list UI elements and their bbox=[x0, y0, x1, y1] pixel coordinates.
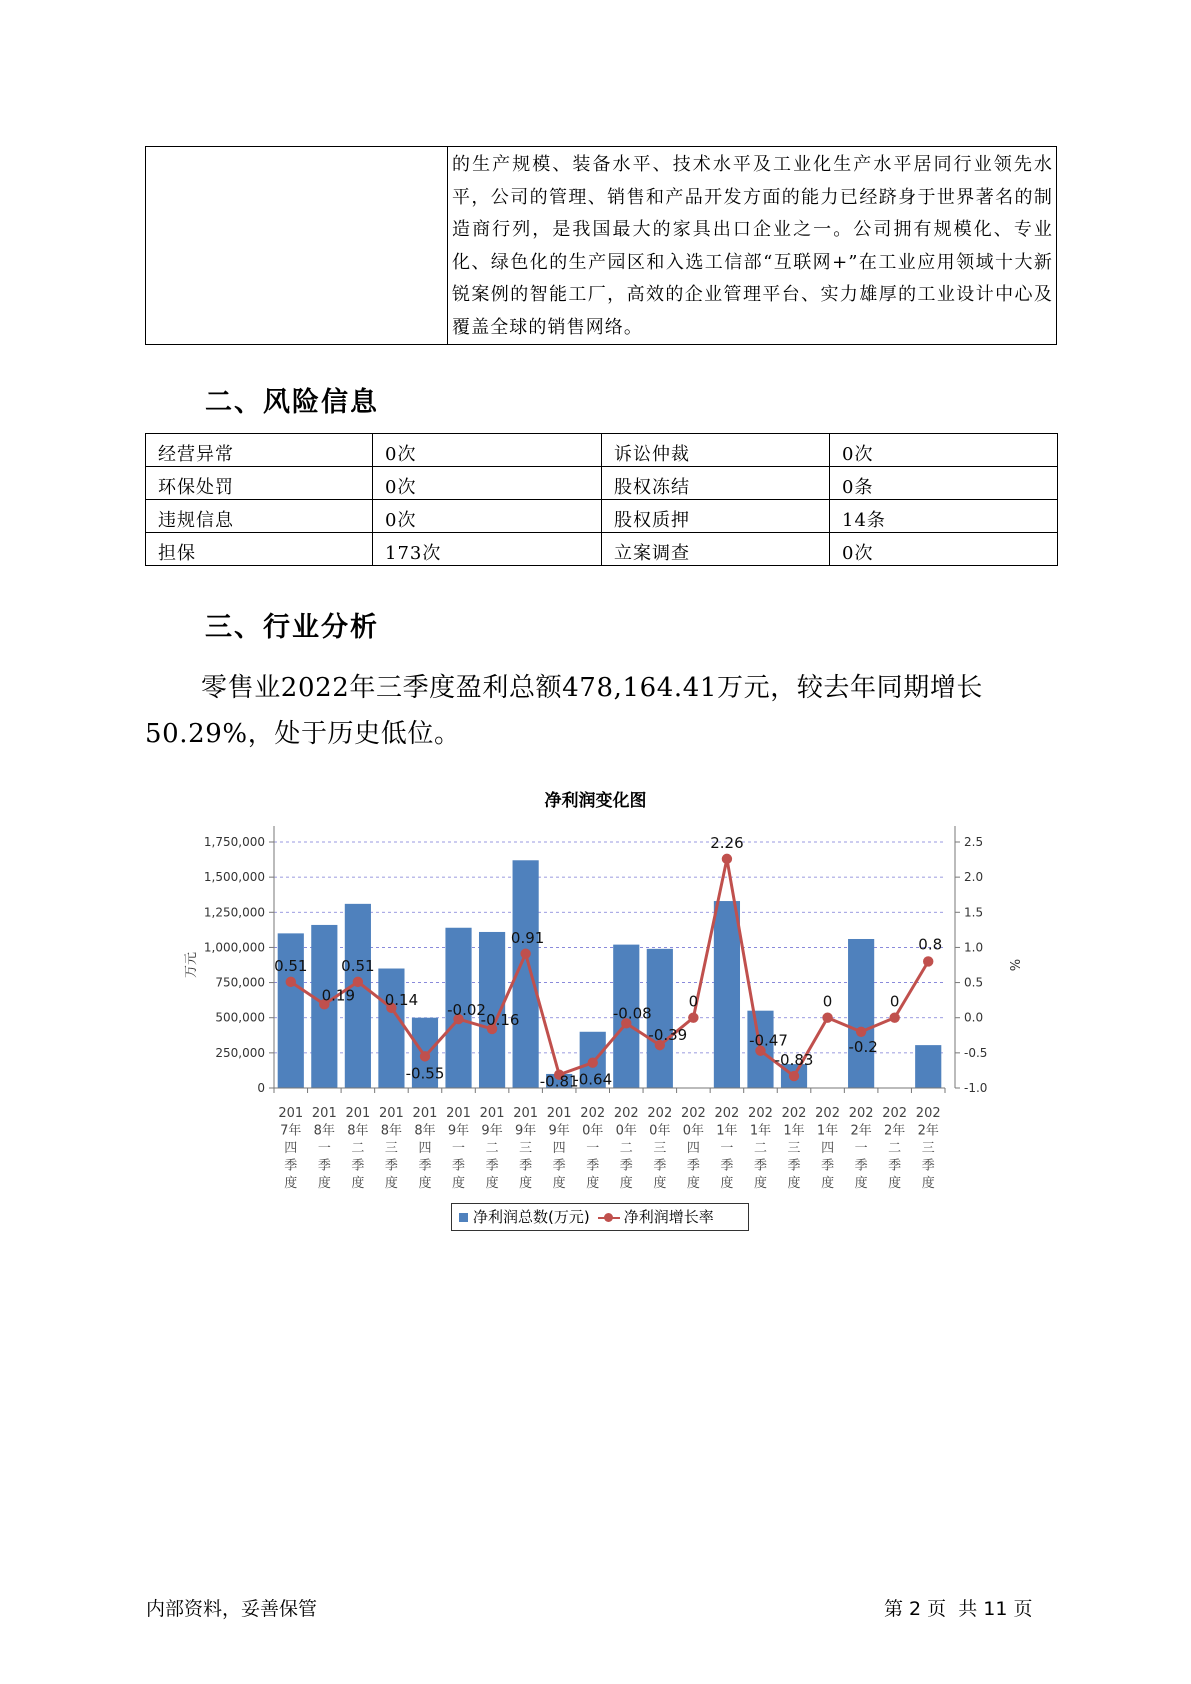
x-category-label: 201 bbox=[479, 1106, 505, 1121]
x-category-label: 202 bbox=[580, 1106, 606, 1121]
x-category-label: 2年 bbox=[850, 1123, 872, 1139]
x-category-label: 202 bbox=[714, 1106, 740, 1121]
x-category-label: 季 bbox=[888, 1158, 902, 1174]
x-category-label: 2年 bbox=[917, 1123, 939, 1139]
x-category-label: 三 bbox=[653, 1141, 667, 1156]
chart-legend bbox=[451, 1203, 749, 1231]
x-category-label: 202 bbox=[848, 1106, 874, 1121]
x-category-label: 季 bbox=[351, 1158, 365, 1174]
x-category-label: 度 bbox=[686, 1176, 700, 1191]
x-category-label: 度 bbox=[619, 1176, 633, 1191]
section-title-industry: 三、行业分析 bbox=[205, 612, 379, 643]
growth-rate-point bbox=[520, 949, 530, 959]
x-category-label: 201 bbox=[379, 1106, 404, 1121]
x-category-label: 7年 bbox=[280, 1123, 302, 1139]
growth-rate-point bbox=[923, 956, 933, 966]
risk-value: 14条 bbox=[830, 500, 1058, 533]
left-tick-label: 750,000 bbox=[215, 975, 265, 990]
x-category-label: 度 bbox=[854, 1176, 868, 1191]
x-category-label: 201 bbox=[345, 1106, 371, 1121]
x-category-label: 二 bbox=[753, 1141, 767, 1156]
x-category-label: 度 bbox=[418, 1176, 432, 1191]
left-axis-title: 万元 bbox=[184, 951, 199, 979]
x-category-label: 8年 bbox=[414, 1123, 436, 1139]
x-category-label: 0年 bbox=[682, 1123, 705, 1139]
right-tick-label: 0.0 bbox=[964, 1010, 984, 1025]
page-number: 第 2 页 共 11 页 bbox=[884, 1598, 1033, 1620]
x-category-label: 202 bbox=[915, 1106, 941, 1121]
risk-label: 环保处罚 bbox=[146, 467, 373, 500]
x-category-label: 季 bbox=[485, 1158, 499, 1174]
data-label: 0.51 bbox=[274, 956, 308, 975]
data-label: 0 bbox=[889, 992, 900, 1011]
x-category-label: 季 bbox=[384, 1158, 398, 1174]
legend-bar-swatch bbox=[459, 1213, 468, 1222]
growth-rate-point bbox=[722, 854, 732, 864]
right-tick-label: -0.5 bbox=[964, 1045, 988, 1060]
data-label: 0.19 bbox=[321, 986, 356, 1005]
risk-value: 0次 bbox=[373, 467, 602, 500]
risk-value: 173次 bbox=[373, 533, 602, 566]
x-category-label: 二 bbox=[485, 1141, 499, 1156]
x-category-label: 度 bbox=[452, 1176, 466, 1191]
growth-rate-point bbox=[789, 1071, 799, 1081]
x-category-label: 季 bbox=[686, 1158, 700, 1174]
risk-value: 0次 bbox=[830, 533, 1058, 566]
left-tick-label: 1,750,000 bbox=[203, 835, 265, 849]
x-category-label: 201 bbox=[311, 1106, 337, 1121]
chart-title: 净利润变化图 bbox=[544, 791, 647, 811]
left-tick-label: 0 bbox=[257, 1081, 265, 1095]
left-tick-label: 1,250,000 bbox=[203, 905, 265, 920]
x-category-label: 度 bbox=[384, 1176, 398, 1191]
right-tick-label: 1.0 bbox=[964, 940, 984, 955]
x-category-label: 0年 bbox=[649, 1123, 671, 1139]
x-category-label: 度 bbox=[821, 1176, 835, 1191]
x-category-label: 一 bbox=[720, 1141, 734, 1156]
x-category-label: 三 bbox=[519, 1141, 533, 1156]
legend-line-swatch bbox=[598, 1213, 620, 1222]
right-tick-label: 2.5 bbox=[964, 835, 984, 849]
x-category-label: 202 bbox=[815, 1106, 840, 1121]
section-title-risk: 二、风险信息 bbox=[205, 387, 379, 418]
x-category-label: 度 bbox=[485, 1176, 499, 1191]
x-category-label: 9年 bbox=[447, 1123, 470, 1139]
x-category-label: 季 bbox=[854, 1158, 868, 1174]
data-label: -0.02 bbox=[447, 1001, 486, 1020]
intro-text: 的生产规模、装备水平、技术水平及工业化生产水平居同行业领先水平，公司的管理、销售和产品开发方面的能力已经跻身于世界著名的制造商行列，是我国最大的家具出口企业之一。公司拥有规模化、专业化、绿色化的生产园区和入选工信部“互联网+”在工业应用领域十大新锐案例的智能工厂，高效的企业管理平台、实力雄厚的工业设计中心及覆盖全球的销售网络。 bbox=[452, 154, 1053, 338]
x-category-label: 度 bbox=[921, 1176, 935, 1191]
growth-rate-point bbox=[588, 1057, 598, 1067]
x-category-label: 度 bbox=[552, 1176, 566, 1191]
x-category-label: 季 bbox=[619, 1158, 633, 1174]
growth-rate-point bbox=[688, 1013, 698, 1023]
x-category-label: 季 bbox=[921, 1158, 935, 1174]
x-category-label: 一 bbox=[854, 1141, 868, 1156]
risk-value: 0次 bbox=[373, 434, 602, 467]
industry-paragraph-text: 零售业2022年三季度盈利总额478,164.41万元，较去年同期增长50.29%，处于历史低位。 bbox=[145, 673, 984, 749]
legend-bar-label: 净利润总数(万元) bbox=[473, 1208, 590, 1226]
x-category-label: 201 bbox=[446, 1106, 471, 1121]
x-category-label: 202 bbox=[680, 1106, 706, 1121]
x-category-label: 四 bbox=[821, 1141, 835, 1156]
x-category-label: 度 bbox=[351, 1176, 365, 1191]
growth-rate-point bbox=[420, 1051, 430, 1061]
x-category-label: 四 bbox=[418, 1141, 432, 1156]
x-category-label: 四 bbox=[284, 1141, 298, 1156]
risk-label: 股权质押 bbox=[602, 500, 830, 533]
x-category-label: 三 bbox=[384, 1141, 398, 1156]
x-category-label: 度 bbox=[787, 1176, 801, 1191]
x-category-label: 三 bbox=[787, 1141, 801, 1156]
x-category-label: 二 bbox=[619, 1141, 633, 1156]
risk-value: 0条 bbox=[830, 467, 1058, 500]
right-axis-title: % bbox=[1006, 958, 1021, 972]
bar bbox=[915, 1045, 941, 1088]
data-label: 0.8 bbox=[918, 935, 943, 954]
right-tick-label: 2.0 bbox=[964, 870, 984, 885]
x-category-label: 季 bbox=[552, 1158, 566, 1174]
x-category-label: 1年 bbox=[716, 1123, 738, 1139]
growth-rate-point bbox=[856, 1027, 866, 1037]
x-category-label: 季 bbox=[284, 1158, 298, 1174]
x-category-label: 0年 bbox=[582, 1123, 604, 1139]
x-category-label: 度 bbox=[284, 1176, 298, 1191]
x-category-label: 9年 bbox=[514, 1123, 537, 1139]
risk-value: 0次 bbox=[373, 500, 602, 533]
right-tick-label: -1.0 bbox=[964, 1081, 988, 1095]
x-category-label: 季 bbox=[317, 1158, 331, 1174]
x-category-label: 8年 bbox=[313, 1123, 335, 1139]
data-label: -0.83 bbox=[774, 1051, 814, 1070]
x-category-label: 度 bbox=[753, 1176, 767, 1191]
x-category-label: 度 bbox=[317, 1176, 331, 1191]
data-label: -0.47 bbox=[749, 1031, 788, 1050]
data-label: 0.14 bbox=[384, 990, 419, 1009]
risk-label: 立案调查 bbox=[602, 533, 830, 566]
data-label: 0 bbox=[822, 992, 833, 1011]
bar bbox=[378, 969, 404, 1088]
left-tick-label: 250,000 bbox=[215, 1045, 265, 1060]
data-label: -0.81 bbox=[539, 1072, 579, 1091]
risk-label: 违规信息 bbox=[146, 500, 373, 533]
x-category-label: 季 bbox=[753, 1158, 767, 1174]
x-category-label: 四 bbox=[552, 1141, 566, 1156]
risk-label: 经营异常 bbox=[146, 434, 373, 467]
growth-rate-point bbox=[889, 1013, 899, 1023]
x-category-label: 1年 bbox=[749, 1123, 772, 1139]
x-category-label: 202 bbox=[647, 1106, 673, 1121]
growth-rate-point bbox=[286, 977, 296, 987]
data-label: -0.64 bbox=[573, 1070, 613, 1089]
x-category-label: 2年 bbox=[884, 1123, 906, 1139]
x-category-label: 1年 bbox=[816, 1123, 839, 1139]
x-category-label: 9年 bbox=[548, 1123, 570, 1139]
risk-value: 0次 bbox=[830, 434, 1058, 467]
x-category-label: 201 bbox=[412, 1106, 438, 1121]
x-category-label: 季 bbox=[519, 1158, 533, 1174]
x-category-label: 201 bbox=[278, 1106, 304, 1121]
x-category-label: 度 bbox=[720, 1176, 734, 1191]
x-category-label: 202 bbox=[748, 1106, 773, 1121]
left-tick-label: 1,500,000 bbox=[203, 870, 265, 885]
risk-label: 股权冻结 bbox=[602, 467, 830, 500]
data-label: 2.26 bbox=[710, 833, 744, 852]
x-category-label: 季 bbox=[452, 1158, 466, 1174]
right-tick-label: 0.5 bbox=[964, 975, 984, 990]
x-category-label: 202 bbox=[613, 1106, 639, 1121]
x-category-label: 201 bbox=[546, 1106, 572, 1121]
x-category-label: 8年 bbox=[380, 1123, 403, 1139]
x-category-label: 0年 bbox=[615, 1123, 637, 1139]
right-tick-label: 1.5 bbox=[964, 905, 984, 920]
x-category-label: 一 bbox=[317, 1141, 331, 1156]
x-category-label: 季 bbox=[418, 1158, 432, 1174]
x-category-label: 202 bbox=[781, 1106, 807, 1121]
x-category-label: 一 bbox=[586, 1141, 600, 1156]
left-tick-label: 500,000 bbox=[215, 1010, 265, 1025]
x-category-label: 四 bbox=[686, 1141, 700, 1156]
data-label: 0.91 bbox=[510, 928, 545, 947]
x-category-label: 度 bbox=[586, 1176, 600, 1191]
x-category-label: 季 bbox=[787, 1158, 801, 1174]
x-category-label: 一 bbox=[452, 1141, 466, 1156]
x-category-label: 季 bbox=[821, 1158, 835, 1174]
growth-rate-point bbox=[822, 1013, 832, 1023]
x-category-label: 度 bbox=[653, 1176, 667, 1191]
risk-label: 诉讼仲裁 bbox=[602, 434, 830, 467]
x-category-label: 9年 bbox=[481, 1123, 503, 1139]
data-label: -0.55 bbox=[405, 1064, 445, 1083]
footer-left: 内部资料，妥善保管 bbox=[146, 1598, 318, 1620]
bar bbox=[848, 939, 874, 1088]
bar bbox=[714, 901, 740, 1088]
left-tick-label: 1,000,000 bbox=[203, 940, 265, 955]
legend-line-label: 净利润增长率 bbox=[623, 1208, 714, 1226]
x-category-label: 度 bbox=[519, 1176, 533, 1191]
data-label: -0.08 bbox=[612, 1004, 652, 1023]
x-category-label: 季 bbox=[586, 1158, 600, 1174]
data-label: 0.51 bbox=[341, 956, 375, 975]
x-category-label: 二 bbox=[888, 1141, 902, 1156]
x-category-label: 1年 bbox=[783, 1123, 805, 1139]
x-category-label: 8年 bbox=[347, 1123, 369, 1139]
data-label: -0.2 bbox=[848, 1037, 878, 1056]
x-category-label: 季 bbox=[653, 1158, 667, 1174]
x-category-label: 201 bbox=[513, 1106, 539, 1121]
data-label: -0.39 bbox=[648, 1026, 688, 1045]
data-label: 0 bbox=[688, 992, 699, 1011]
x-category-label: 季 bbox=[720, 1158, 734, 1174]
x-category-label: 三 bbox=[921, 1141, 935, 1156]
data-label: -0.16 bbox=[480, 1010, 520, 1029]
risk-label: 担保 bbox=[146, 533, 373, 566]
x-category-label: 二 bbox=[351, 1141, 365, 1156]
x-category-label: 度 bbox=[888, 1176, 902, 1191]
x-category-label: 202 bbox=[882, 1106, 908, 1121]
